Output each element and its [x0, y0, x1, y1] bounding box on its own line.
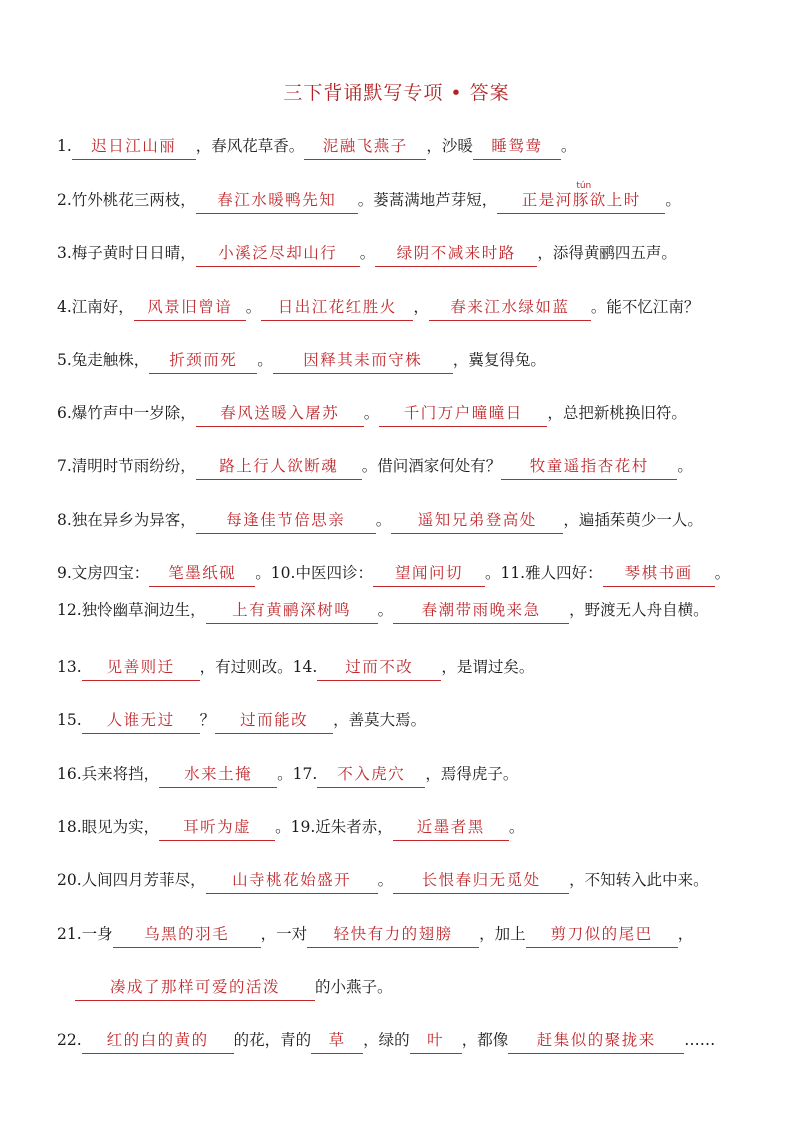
answer-blank: 剪刀似的尾巴: [526, 921, 678, 948]
question-text: 15.: [57, 711, 82, 729]
question-text: ，都像: [461, 1031, 509, 1049]
answer-blank: 每逢佳节倍思亲: [196, 507, 376, 534]
question-text: ，沙暖: [426, 137, 473, 155]
question-text: 18.眼见为实，: [57, 818, 160, 836]
question-text: ，总把新桃换旧符。: [547, 404, 687, 422]
question-text: ，不知转入此中来。: [569, 871, 709, 889]
question-text: 12.独怜幽草涧边生，: [57, 601, 206, 619]
question-text: 。: [363, 404, 380, 422]
page-title: 三下背诵默写专项 • 答案: [283, 82, 510, 104]
pinyin-annotation: tún: [576, 181, 592, 191]
question-line-15: [57, 707, 426, 734]
answer-blank: 绿阴不减来时路: [375, 240, 537, 267]
question-line-18: [57, 814, 524, 841]
question-line-21-continued: [75, 974, 393, 1001]
answer-blank: 草: [311, 1027, 363, 1054]
question-text: ，: [677, 925, 694, 943]
question-text: ，添得黄鹂四五声。: [537, 244, 677, 262]
question-text: 。: [377, 601, 394, 619]
answer-blank: 折颈而死: [149, 347, 257, 374]
answer-blank: 上有黄鹂深树鸣: [206, 597, 378, 624]
question-text: 。11.雅人四好：: [484, 564, 603, 582]
question-text: ，冀复得兔。: [452, 351, 546, 369]
answer-blank: 春来江水绿如蓝: [429, 294, 591, 321]
question-line-13: [57, 654, 534, 681]
answer-blank: 风景旧曾谙: [134, 294, 246, 321]
question-text: 。: [560, 137, 577, 155]
answer-blank: 凑成了那样可爱的活泼: [75, 974, 315, 1001]
answer-blank: 牧童遥指杏花村: [501, 453, 677, 480]
answer-blank: 小溪泛尽却山行: [196, 240, 360, 267]
question-text: ，有过则改。14.: [199, 658, 318, 676]
question-text: 。能不忆江南？: [590, 298, 700, 316]
question-line-8: [57, 507, 703, 534]
question-text: 。: [677, 457, 693, 475]
question-text: ，是谓过矣。: [441, 658, 535, 676]
answer-blank: 日出江花红胜火: [261, 294, 413, 321]
question-text: 。: [257, 351, 273, 369]
question-line-7: [57, 453, 693, 480]
question-line-3: [57, 240, 677, 267]
question-text: 。17.: [277, 765, 318, 783]
answer-blank: 轻快有力的翅膀: [307, 921, 479, 948]
answer-blank: 路上行人欲断魂: [196, 453, 362, 480]
answer-blank: 近墨者黑: [393, 814, 509, 841]
answer-blank: 迟日江山丽: [72, 133, 196, 160]
question-text: ，野渡无人舟自横。: [569, 601, 709, 619]
answer-blank: 长恨春归无觅处: [393, 867, 569, 894]
answer-blank: 山寺桃花始盛开: [206, 867, 378, 894]
question-line-2: [57, 181, 681, 214]
question-text: ，焉得虎子。: [425, 765, 519, 783]
question-text: 4.江南好，: [57, 298, 134, 316]
question-line-16: [57, 761, 518, 788]
question-text: 3.梅子黄时日日晴，: [57, 244, 196, 262]
question-text: ，一对: [260, 925, 308, 943]
answer-blank: 赶集似的聚拢来: [508, 1027, 684, 1054]
answer-blank: 因释其耒而守株: [273, 347, 453, 374]
answer-blank: 春江水暖鸭先知: [196, 187, 358, 214]
question-text: 的花，青的: [233, 1031, 312, 1049]
answer-blank: 过而能改: [215, 707, 333, 734]
question-line-22: [57, 1027, 715, 1054]
question-line-1: [57, 133, 576, 160]
question-text: 。: [508, 818, 525, 836]
question-line-21: [57, 921, 693, 948]
answer-blank: [497, 181, 665, 214]
answer-blank: 笔墨纸砚: [149, 560, 255, 587]
answer-blank: 望闻问切: [373, 560, 485, 587]
question-text: 。借问酒家何处有？: [361, 457, 502, 475]
question-text: 的小燕子。: [315, 978, 393, 996]
question-text: 20.人间四月芳菲尽，: [57, 871, 206, 889]
answer-blank: 琴棋书画: [603, 560, 715, 587]
question-text: 。19.近朱者赤，: [275, 818, 393, 836]
question-line-5: [57, 347, 546, 374]
question-text: ，: [413, 298, 429, 316]
question-text: 7.清明时节雨纷纷，: [57, 457, 196, 475]
answer-blank: 叶: [410, 1027, 462, 1054]
answer-blank: 不入虎穴: [317, 761, 425, 788]
question-text: ，绿的: [363, 1031, 410, 1049]
answer-blank: 见善则迁: [82, 654, 200, 681]
answer-blank: 泥融飞燕子: [304, 133, 426, 160]
question-text: 。: [714, 564, 731, 582]
answer-blank: 人谁无过: [82, 707, 200, 734]
question-text: ，遍插茱萸少一人。: [563, 511, 703, 529]
question-text: 。: [359, 244, 376, 262]
question-text: 16.兵来将挡，: [57, 765, 160, 783]
answer-blank: 睡鸳鸯: [473, 133, 561, 160]
question-text: 5.兔走触株，: [57, 351, 150, 369]
answer-blank: 春潮带雨晚来急: [393, 597, 569, 624]
question-line-4: [57, 294, 699, 321]
question-line-20: [57, 867, 709, 894]
question-text: 。10.中医四诊：: [255, 564, 373, 582]
question-line-9: [57, 560, 730, 587]
question-text: 。蒌蒿满地芦芽短，: [357, 191, 498, 209]
question-line-12: [57, 597, 709, 624]
question-text: ……: [684, 1031, 716, 1049]
answer-blank: 耳听为虚: [159, 814, 275, 841]
question-text: 1.: [57, 137, 72, 155]
question-line-6: [57, 400, 687, 427]
question-text: ，春风花草香。: [195, 137, 305, 155]
answer-blank: 千门万户曈曈日: [379, 400, 547, 427]
question-text: 13.: [57, 658, 82, 676]
question-text: 22.: [57, 1031, 82, 1049]
question-text: 9.文房四宝：: [57, 564, 150, 582]
answer-blank: 红的白的黄的: [82, 1027, 234, 1054]
answer-blank: 乌黑的羽毛: [113, 921, 261, 948]
answer-blank: 过而不改: [317, 654, 441, 681]
question-text: 。: [377, 871, 394, 889]
question-text: ？: [199, 711, 216, 729]
question-text: 21.一身: [57, 925, 113, 943]
answer-blank: 水来土掩: [159, 761, 277, 788]
question-text: ，加上: [479, 925, 526, 943]
question-text: 。: [245, 298, 262, 316]
answer-blank: 遥知兄弟登高处: [391, 507, 563, 534]
answer-blank: 春风送暖入屠苏: [196, 400, 364, 427]
question-text: 6.爆竹声中一岁除，: [57, 404, 196, 422]
answer-text: 正是河豚欲上时: [521, 191, 641, 209]
question-text: 2.竹外桃花三两枝，: [57, 191, 196, 209]
question-text: ，善莫大焉。: [333, 711, 427, 729]
question-text: 。: [375, 511, 392, 529]
question-text: 。: [665, 191, 681, 209]
question-text: 8.独在异乡为异客，: [57, 511, 196, 529]
